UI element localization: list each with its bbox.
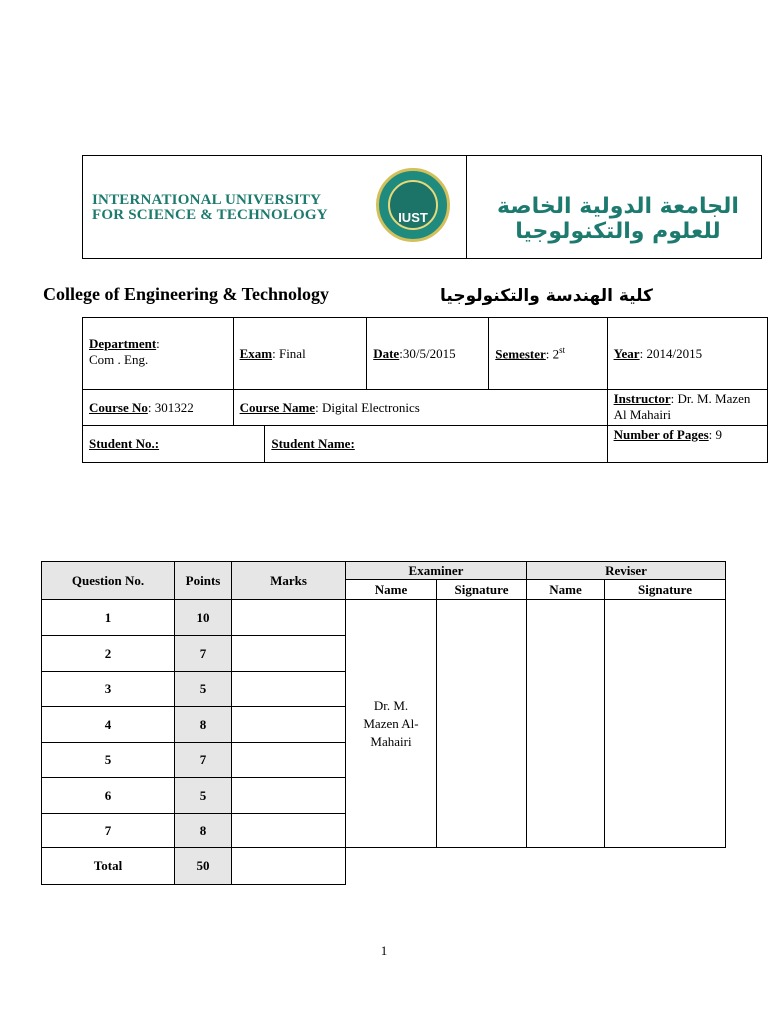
pages-label: Number of Pages (613, 427, 709, 442)
instructor-cell: Instructor: Dr. M. Mazen Al Mahairi (607, 390, 767, 426)
exam-cell: Exam: Final (233, 318, 367, 390)
department-value: Com . Eng. (89, 352, 149, 367)
examiner-signature-header: Signature (437, 580, 527, 600)
marks-entry[interactable] (232, 636, 346, 672)
course-name-label: Course Name (239, 399, 316, 415)
table-row (42, 600, 726, 636)
date-label: Date (373, 345, 400, 361)
course-no-cell: Course No: 301322 (83, 390, 234, 426)
question-points: 8 (175, 707, 232, 743)
pages-value: 9 (715, 427, 723, 442)
examiner-name-header: Name (346, 580, 437, 600)
question-number: 5 (42, 743, 175, 778)
instructor-label: Instructor (613, 391, 671, 406)
question-number: 6 (42, 778, 175, 814)
question-points: 7 (175, 636, 232, 672)
university-name-ar: الجامعة الدولية الخاصة للعلوم والتكنولوجيا (497, 194, 739, 244)
question-points: 10 (175, 600, 232, 636)
total-points: 50 (175, 848, 232, 885)
student-no-cell (83, 426, 265, 463)
semester-value: 2 (552, 346, 560, 362)
year-cell: Year: 2014/2015 (607, 318, 767, 390)
question-number: 1 (42, 600, 175, 636)
question-number: 4 (42, 707, 175, 743)
semester-label: Semester (495, 346, 546, 362)
course-no-value: 301322 (154, 399, 194, 415)
date-cell: Date:30/5/2015 (367, 318, 489, 390)
reviser-signature-cell[interactable] (605, 600, 726, 848)
year-value: 2014/2015 (646, 345, 703, 361)
date-value: 30/5/2015 (402, 345, 456, 361)
reviser-header: Reviser (527, 562, 726, 580)
total-label: Total (42, 848, 175, 885)
total-row (42, 848, 726, 885)
course-name-value: Digital Electronics (321, 399, 420, 415)
logo-text: IUST (398, 210, 428, 225)
examiner-signature-cell[interactable] (437, 600, 527, 848)
examiner-header: Examiner (346, 562, 527, 580)
semester-cell: Semester: 2st (489, 318, 607, 390)
student-no-label: Student No.: (89, 436, 160, 451)
university-name-line2: FOR SCIENCE & TECHNOLOGY (92, 207, 328, 223)
question-number: 2 (42, 636, 175, 672)
department-label: Department (89, 336, 157, 351)
marks-entry[interactable] (232, 778, 346, 814)
examiner-name: Dr. M. Mazen Al-Mahairi (363, 697, 419, 749)
student-name-cell (265, 426, 607, 463)
examiner-name-cell (346, 600, 437, 848)
pages-cell: Number of Pages: 9 (607, 426, 767, 463)
question-points: 8 (175, 814, 232, 848)
university-name-en (92, 193, 362, 223)
course-name-cell: Course Name: Digital Electronics (233, 390, 607, 426)
question-number: 7 (42, 814, 175, 848)
question-points: 5 (175, 672, 232, 707)
marks-entry[interactable] (232, 707, 346, 743)
total-marks-entry[interactable] (232, 848, 346, 885)
college-title-ar: كلية الهندسة والتكنولوجيا (440, 286, 653, 306)
page-number: 1 (380, 943, 388, 958)
reviser-signature-header: Signature (605, 580, 726, 600)
exam-label: Exam (239, 345, 273, 361)
marks-entry[interactable] (232, 672, 346, 707)
marks-entry[interactable] (232, 600, 346, 636)
question-points: 5 (175, 778, 232, 814)
year-label: Year (613, 345, 640, 361)
department-cell: Department: Com . Eng. (83, 318, 234, 390)
reviser-name-header: Name (527, 580, 605, 600)
exam-value: Final (278, 345, 306, 361)
question-number: 3 (42, 672, 175, 707)
marks-entry[interactable] (232, 814, 346, 848)
marks-header: Marks (232, 562, 346, 600)
empty-space (346, 848, 726, 885)
exam-info-table (82, 317, 768, 463)
question-no-header: Question No. (42, 562, 175, 600)
instructor-value: Dr. M. Mazen Al Mahairi (613, 391, 751, 422)
reviser-name-cell[interactable] (527, 600, 605, 848)
university-name-line1: INTERNATIONAL UNIVERSITY (92, 192, 322, 208)
points-header: Points (175, 562, 232, 600)
banner-divider (466, 155, 467, 259)
college-title-en: College of Engineering & Technology (43, 284, 330, 304)
marks-entry[interactable] (232, 743, 346, 778)
student-name-label: Student Name: (271, 436, 355, 451)
question-points: 7 (175, 743, 232, 778)
marks-table (41, 561, 726, 885)
semester-suffix: st (559, 344, 566, 355)
course-no-label: Course No (89, 399, 148, 415)
